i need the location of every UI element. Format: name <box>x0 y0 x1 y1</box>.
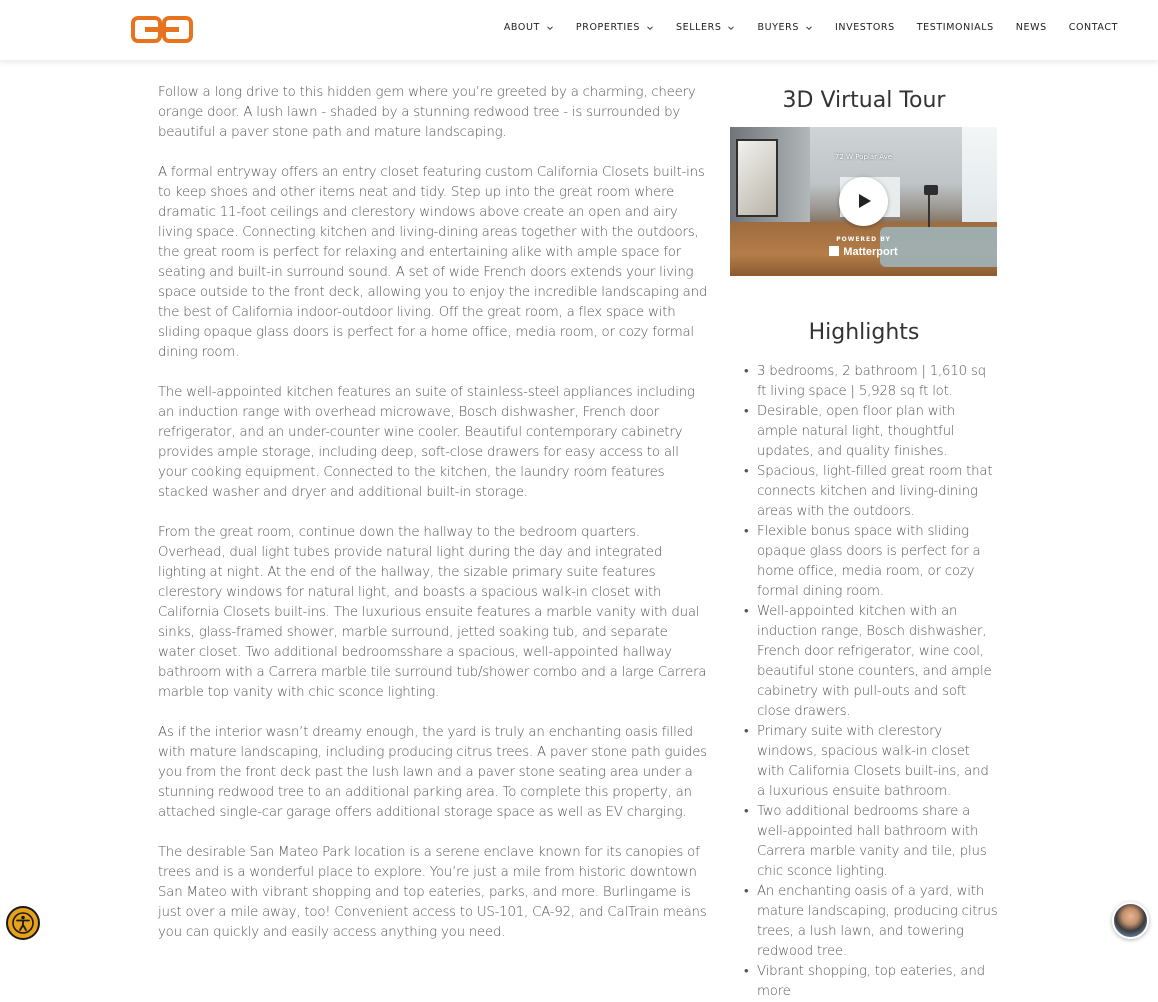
sidebar <box>730 86 998 1002</box>
matterport-icon <box>829 246 839 256</box>
nav-item-label: INVESTORS <box>834 22 895 33</box>
highlight-item: • Well-appointed kitchen with an induction range, Bosch dishwasher, French door refrigerator, wine cool, beautiful stone counters, and ample cabinetry with pull-outs and soft close drawers. <box>757 602 998 722</box>
agent-avatar[interactable] <box>1112 902 1149 939</box>
highlights-list <box>730 362 998 1002</box>
nav-item-label: SELLERS <box>676 22 722 33</box>
nav-item-buyers[interactable] <box>757 22 813 33</box>
matterport-logo <box>730 246 997 258</box>
virtual-tour-embed[interactable] <box>730 127 997 276</box>
nav-item-news[interactable] <box>1016 22 1047 33</box>
highlight-item: • Primary suite with clerestory windows, spacious walk-in closet with California Closets built-ins, and a luxurious ensuite bathroom. <box>757 722 998 802</box>
highlight-item: • Flexible bonus space with sliding opaque glass doors is perfect for a home office, media room, or cozy formal dining room. <box>757 522 998 602</box>
description-paragraph: From the great room, continue down the hallway to the bedroom quarters. Overhead, dual light tubes provide natural light during the day and integrated lighting at night. At the end of the hallway, the sizable primary suite features clerestory windows for natural light, and boasts a spacious walk-in closet with California Closets built-ins. The luxurious ensuite features a marble vanity with dual sinks, glass-framed shower, marble surround, jetted soaking tub, and separate water closet. Two additional bedroomsshare a spacious, well-appointed hallway bathroom with a Carrera marble tile surround tub/shower combo and a large Carrera marble top vanity with chic sconce lighting. <box>158 525 707 700</box>
chevron-down-icon <box>727 24 735 32</box>
chevron-down-icon <box>546 24 554 32</box>
property-description <box>158 83 708 963</box>
highlight-item: • Vibrant shopping, top eateries, and more <box>757 962 998 1002</box>
tour-preview-lamp <box>928 189 938 229</box>
nav-item-label: TESTIMONIALS <box>916 22 994 33</box>
tour-preview-painting <box>736 139 778 217</box>
nav-item-investors[interactable] <box>835 22 895 33</box>
nav-item-label: BUYERS <box>757 22 799 33</box>
highlight-item: • Two additional bedrooms share a well-appointed hall bathroom with Carrera marble vanity and tile, plus chic sconce lighting. <box>757 802 998 882</box>
nav-item-label: NEWS <box>1015 22 1047 33</box>
main-nav <box>504 22 1118 33</box>
nav-item-properties[interactable] <box>576 22 654 33</box>
matterport-label: Matterport <box>843 246 898 258</box>
tour-title: 3D Virtual Tour <box>782 88 946 113</box>
tour-address: 72 W Poplar Ave <box>834 153 893 161</box>
highlights-title: Highlights <box>808 320 920 345</box>
highlight-item: • An enchanting oasis of a yard, with mature landscaping, producing citrus trees, a lush lawn, and towering redwood tree. <box>757 882 998 962</box>
nav-item-label: ABOUT <box>503 22 540 33</box>
site-header <box>0 0 1158 60</box>
highlight-item: • 3 bedrooms, 2 bathroom | 1,610 sq ft living space | 5,928 sq ft lot. <box>757 362 998 402</box>
nav-item-testimonials[interactable] <box>917 22 994 33</box>
tour-preview-window <box>962 127 997 237</box>
highlight-item: • Desirable, open floor plan with ample natural light, thoughtful updates, and quality finishes. <box>757 402 998 462</box>
accessibility-icon[interactable] <box>6 906 40 940</box>
description-paragraph: The desirable San Mateo Park location is a serene enclave known for its canopies of trees and is a wonderful place to explore. You’re just a mile from historic downtown San Mateo with vibrant shopping and top eateries, parks, and more. Burlingame is just over a mile away, too! Convenient access to US-101, CA-92, and CalTrain means you can quickly and easily access anything you need. <box>158 845 707 940</box>
nav-item-label: CONTACT <box>1068 22 1118 33</box>
chevron-down-icon <box>646 24 654 32</box>
description-paragraph: As if the interior wasn’t dreamy enough, the yard is truly an enchanting oasis filled with mature landscaping, including producing citrus trees. A paver stone path guides you from the front deck past the lush lawn and a paver stone seating area under a stunning redwood tree to an additional parking area. To complete this property, an attached single-car garage offers additional storage space as well as EV charging. <box>158 725 707 820</box>
nav-item-label: PROPERTIES <box>575 22 641 33</box>
chevron-down-icon <box>805 24 813 32</box>
brand-logo-icon[interactable] <box>131 16 193 43</box>
highlight-item: • Spacious, light-filled great room that connects kitchen and living-dining areas with the outdoors. <box>757 462 998 522</box>
nav-item-about[interactable] <box>504 22 554 33</box>
play-icon[interactable] <box>839 177 888 226</box>
description-paragraph: The well-appointed kitchen features an suite of stainless-steel appliances including an induction range with overhead microwave, Bosch dishwasher, French door refrigerator, and an under-counter wine cooler. Beautiful contemporary cabinetry provides ample storage, including deep, soft-close drawers for easy access to all your cooking equipment. Connected to the kitchen, the laundry room features stacked washer and dryer and additional built-in storage. <box>158 385 695 500</box>
description-paragraph: Follow a long drive to this hidden gem where you’re greeted by a charming, cheery orange door. A lush lawn - shaded by a stunning redwood tree - is surrounded by beautiful a paver stone path and mature landscaping. <box>158 85 696 140</box>
nav-item-contact[interactable] <box>1069 22 1118 33</box>
nav-item-sellers[interactable] <box>676 22 735 33</box>
description-paragraph: A formal entryway offers an entry closet featuring custom California Closets built-ins to keep shoes and other items neat and tidy. Step up into the great room where dramatic 11-foot ceilings and clerestory windows above create an open and airy living space. Connecting kitchen and living-dining areas together with the outdoors, the great room is perfect for relaxing and entertaining alike with ample space for seating and built-in surround sound. A set of wide French doors extends your living space outside to the front deck, allowing you to enjoy the incredible landscaping and the best of California indoor-outdoor living. Off the great room, a flex space with sliding opaque glass doors is perfect for a home office, media room, or cozy formal dining room. <box>158 165 708 360</box>
tour-powered-by: POWERED BY <box>836 236 891 243</box>
